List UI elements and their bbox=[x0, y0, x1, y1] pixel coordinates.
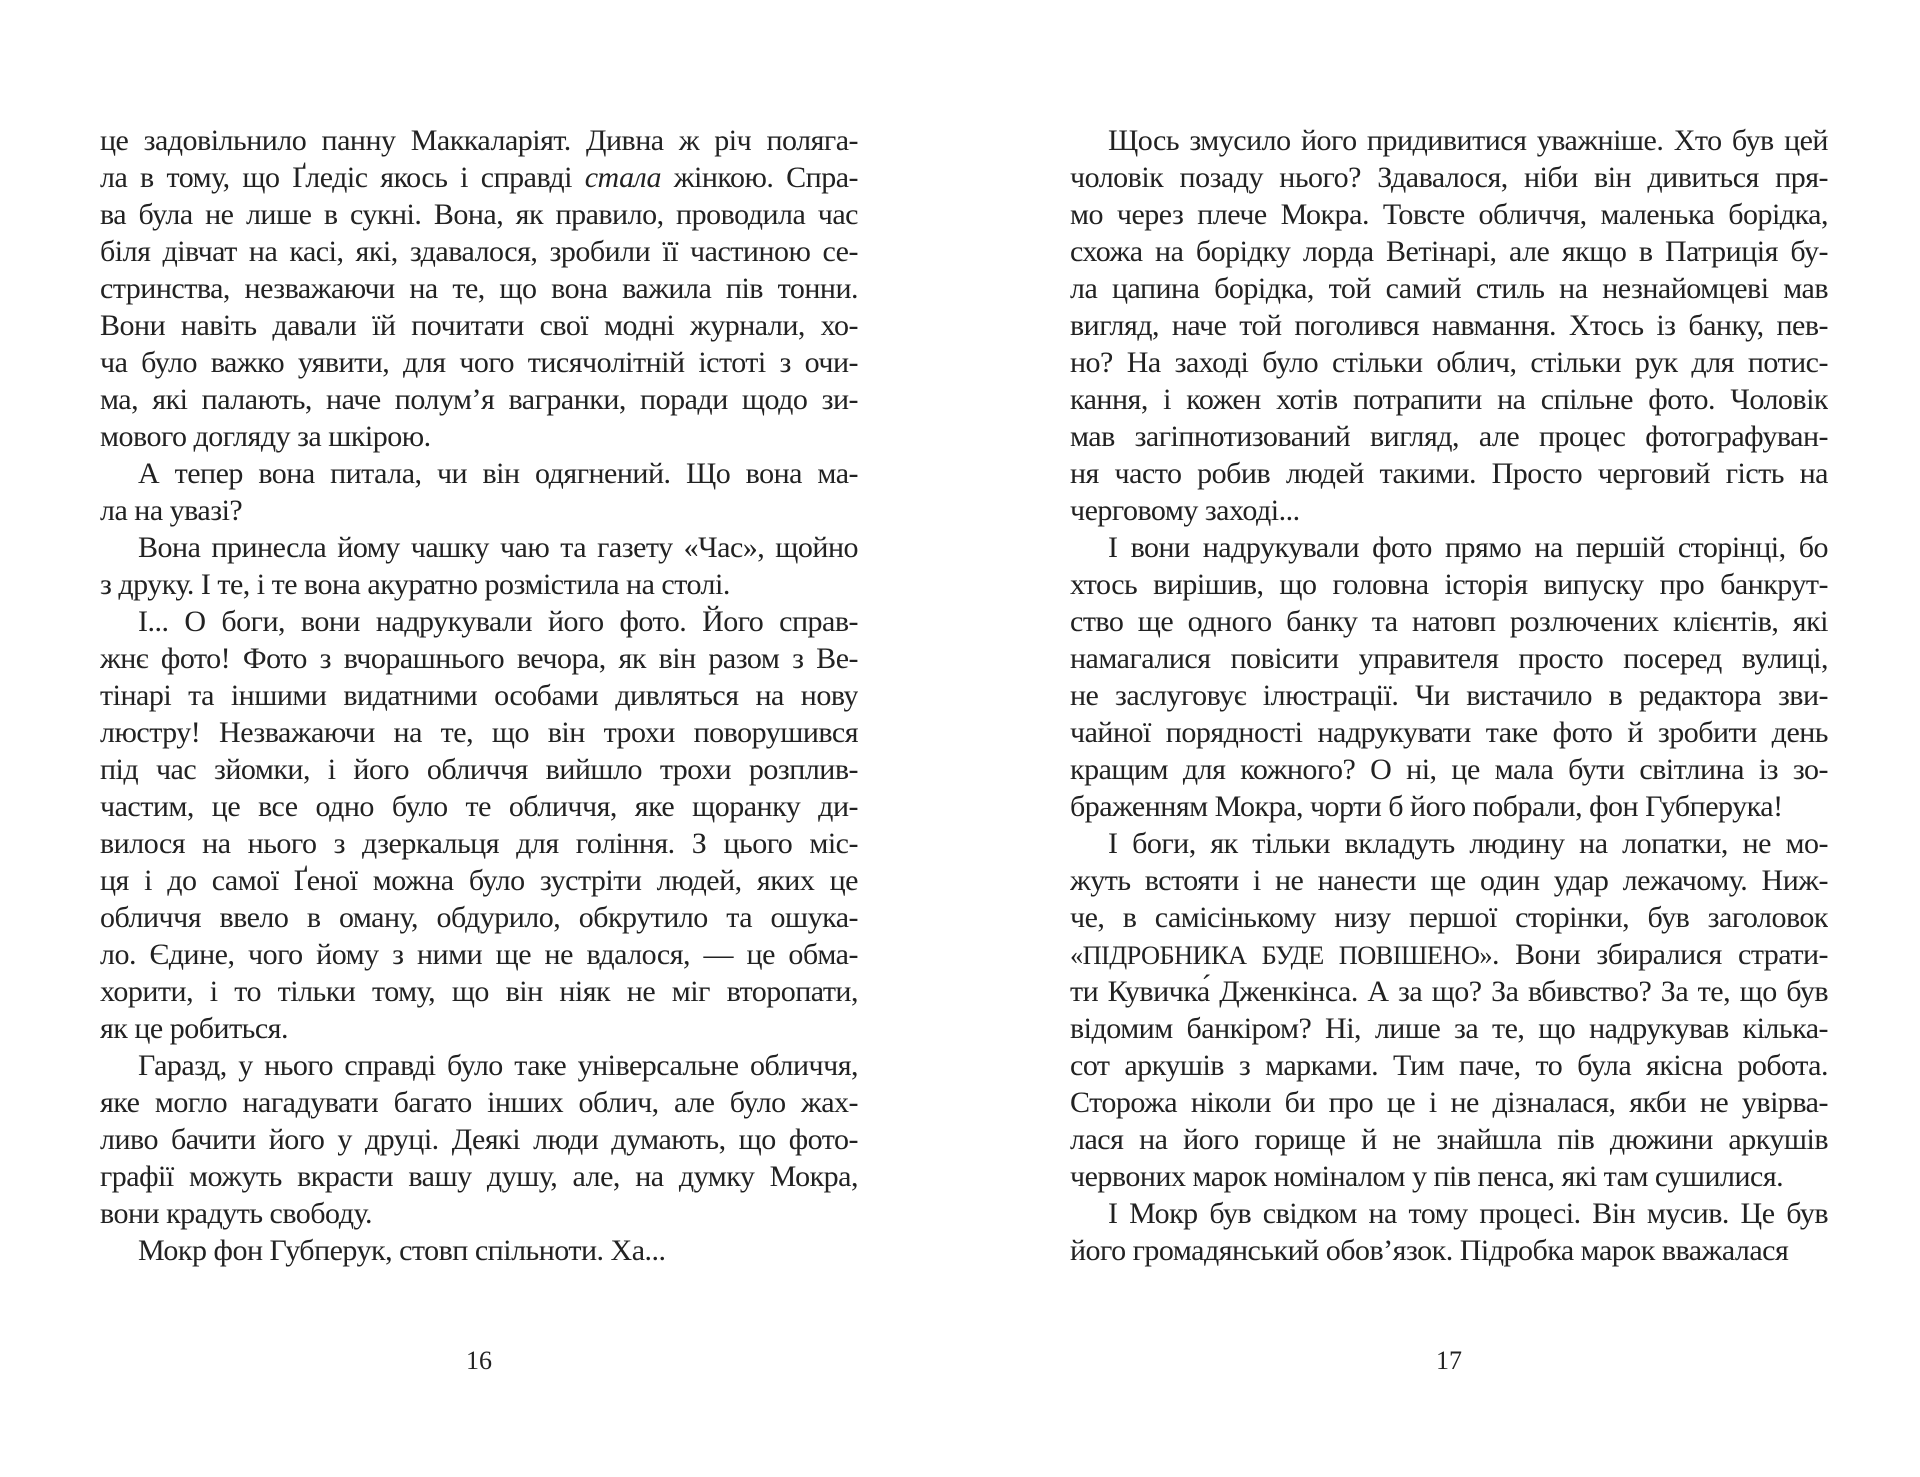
text-line: жуть встояти і не нанести ще один удар лежачому. Ниж- bbox=[1070, 864, 1828, 897]
text-line: Сторожа ніколи би про це і не дізналася, якби не увірва- bbox=[1070, 1086, 1828, 1119]
text-line: біля дівчат на касі, які, здавалося, зробили її частиною се- bbox=[100, 235, 858, 268]
text-line: жнє фото! Фото з вчорашнього вечора, як він разом з Ве- bbox=[100, 642, 858, 675]
text-line: мового догляду за шкірою. bbox=[100, 420, 431, 453]
text-line: Мокр фон Губперук, стовп спільноти. Ха... bbox=[138, 1234, 666, 1267]
text-line: кращим для кожного? О ні, це мала бути світлина із зо- bbox=[1070, 753, 1828, 786]
text-line: як це робиться. bbox=[100, 1012, 288, 1045]
text-line: вигляд, наче той поголився навмання. Хтось із банку, пев- bbox=[1070, 309, 1828, 342]
book-page-left bbox=[100, 122, 858, 1377]
text-line: ла цапина борідка, той самий стиль на незнайомцеві мав bbox=[1070, 272, 1828, 305]
paragraph bbox=[100, 1232, 858, 1269]
page-text-left bbox=[100, 122, 858, 1269]
text-line: ла на увазі? bbox=[100, 494, 243, 527]
text-line: І вони надрукували фото прямо на першій сторінці, бо bbox=[1108, 531, 1828, 564]
text-line: частим, це все одно було те обличчя, яке щоранку ди- bbox=[100, 790, 858, 823]
text-line: ча було важко уявити, для чого тисячолітній істоті з очи- bbox=[100, 346, 858, 379]
paragraph bbox=[100, 122, 858, 455]
book-page-right bbox=[1070, 122, 1828, 1377]
text-line: вони крадуть свободу. bbox=[100, 1197, 372, 1230]
text-line: ти Кувичка́ Дженкінса. А за що? За вбивство? За те, що був bbox=[1070, 975, 1828, 1008]
text-line: І Мокр був свідком на тому процесі. Він мусив. Це був bbox=[1108, 1197, 1828, 1230]
text-line: чайної порядності надрукувати таке фото й зробити день bbox=[1070, 716, 1828, 749]
text-line: Гаразд, у нього справді було таке універсальне обличчя, bbox=[138, 1049, 858, 1082]
text-line: ла в тому, що Ґледіс якось і справді стала жінкою. Спра- bbox=[100, 161, 858, 194]
page-number-right: 17 bbox=[1436, 1346, 1462, 1375]
text-line: ва була не лише в сукні. Вона, як правило, проводила час bbox=[100, 198, 858, 231]
text-line: під час зйомки, і його обличчя вийшло трохи розплив- bbox=[100, 753, 858, 786]
paragraph bbox=[100, 529, 858, 603]
text-line: відомим банкіром? Ні, лише за те, що надрукував кілька- bbox=[1070, 1012, 1828, 1045]
text-line: ло. Єдине, чого йому з ними ще не вдалося, — це обма- bbox=[100, 938, 858, 971]
text-line: Вона принесла йому чашку чаю та газету «Час», щойно bbox=[138, 531, 858, 564]
page-number-left: 16 bbox=[466, 1346, 492, 1375]
text-line: Щось змусило його придивитися уважніше. Хто був цей bbox=[1108, 124, 1828, 157]
text-line: ливо бачити його у друці. Деякі люди думають, що фото- bbox=[100, 1123, 858, 1156]
text-line: лася на його горище й не знайшла пів дюжини аркушів bbox=[1070, 1123, 1828, 1156]
text-line: ня часто робив людей такими. Просто черговий гість на bbox=[1070, 457, 1828, 490]
text-line: обличчя ввело в оману, обдурило, обкрутило та ошука- bbox=[100, 901, 858, 934]
text-line: це задовільнило панну Маккаларіят. Дивна ж річ поляга- bbox=[100, 124, 858, 157]
text-line: з друку. І те, і те вона акуратно розмістила на столі. bbox=[100, 568, 730, 601]
text-line: Вони навіть давали їй почитати свої модні журнали, хо- bbox=[100, 309, 858, 342]
text-line: «ПІДРОБНИКА БУДЕ ПОВІШЕНО». Вони збиралися страти- bbox=[1070, 938, 1828, 971]
text-line: че, в самісінькому низу першої сторінки, був заголовок bbox=[1070, 901, 1828, 934]
text-line: кання, і кожен хотів потрапити на спільне фото. Чоловік bbox=[1070, 383, 1828, 416]
text-line: сот аркушів з марками. Тим паче, то була якісна робота. bbox=[1070, 1049, 1828, 1082]
text-line: вилося на нього з дзеркальця для гоління. З цього міс- bbox=[100, 827, 858, 860]
text-line: графії можуть вкрасти вашу душу, але, на думку Мокра, bbox=[100, 1160, 858, 1193]
text-line: стринства, незважаючи на те, що вона важила пів тонни. bbox=[100, 272, 858, 305]
text-line: ство ще одного банку та натовп розлючених клієнтів, які bbox=[1070, 605, 1828, 638]
text-line: мо через плече Мокра. Товсте обличчя, маленька борідка, bbox=[1070, 198, 1828, 231]
text-line: намагалися повісити управителя просто посеред вулиці, bbox=[1070, 642, 1828, 675]
text-line: чоловік позаду нього? Здавалося, ніби він дивиться пря- bbox=[1070, 161, 1828, 194]
text-line: яке могло нагадувати багато інших облич, але було жах- bbox=[100, 1086, 858, 1119]
paragraph bbox=[1070, 122, 1828, 529]
text-line: схожа на борідку лорда Ветінарі, але якщо в Патриція бу- bbox=[1070, 235, 1828, 268]
text-line: браженням Мокра, чорти б його побрали, фон Губперука! bbox=[1070, 790, 1783, 823]
text-line: І боги, як тільки вкладуть людину на лопатки, не мо- bbox=[1108, 827, 1828, 860]
text-line: не заслуговує ілюстрації. Чи вистачило в редактора зви- bbox=[1070, 679, 1828, 712]
text-line: ма, які палають, наче полум’я вагранки, поради щодо зи- bbox=[100, 383, 858, 416]
paragraph bbox=[1070, 825, 1828, 1195]
paragraph bbox=[1070, 1195, 1828, 1269]
text-line: черговому заході... bbox=[1070, 494, 1300, 527]
text-line: його громадянський обов’язок. Підробка марок вважалася bbox=[1070, 1234, 1789, 1267]
text-line: хтось вирішив, що головна історія випуску про банкрут- bbox=[1070, 568, 1828, 601]
paragraph bbox=[100, 1047, 858, 1232]
text-line: люстру! Незважаючи на те, що він трохи поворушився bbox=[100, 716, 858, 749]
text-line: но? На заході було стільки облич, стільки рук для потис- bbox=[1070, 346, 1828, 379]
text-line: І... О боги, вони надрукували його фото. Його справ- bbox=[138, 605, 858, 638]
text-line: А тепер вона питала, чи він одягнений. Що вона ма- bbox=[138, 457, 858, 490]
paragraph bbox=[100, 603, 858, 1047]
paragraph bbox=[1070, 529, 1828, 825]
text-line: червоних марок номіналом у пів пенса, які там сушилися. bbox=[1070, 1160, 1784, 1193]
text-line: ця і до самої Ґеної можна було зустріти людей, яких це bbox=[100, 864, 858, 897]
paragraph bbox=[100, 455, 858, 529]
text-line: хорити, і то тільки тому, що він ніяк не міг второпати, bbox=[100, 975, 858, 1008]
text-line: мав загіпнотизований вигляд, але процес фотографуван- bbox=[1070, 420, 1828, 453]
page-text-right bbox=[1070, 122, 1828, 1269]
text-line: тінарі та іншими видатними особами дивляться на нову bbox=[100, 679, 858, 712]
